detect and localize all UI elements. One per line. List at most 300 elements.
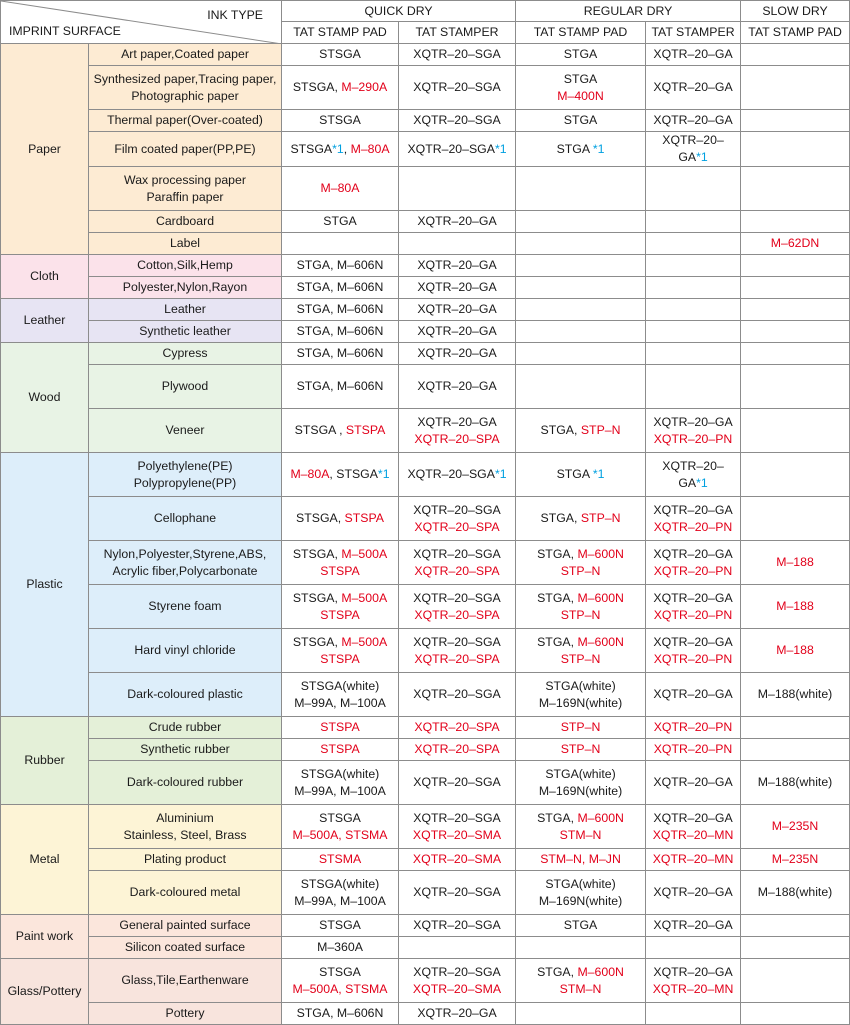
ink-name: XQTR–20–GA (653, 687, 733, 701)
ink-cell (399, 959, 516, 1003)
ink-cell (282, 233, 399, 255)
ink-name-red: XQTR–20–SPA (414, 651, 500, 666)
ink-name-red: M–188 (776, 555, 814, 569)
surface-label: Cardboard (155, 214, 215, 228)
table-row (1, 277, 850, 299)
ink-cell (646, 761, 741, 805)
ink-name-red: XQTR–20–SMA (412, 981, 502, 996)
ink-name: XQTR–20–SGA (413, 885, 501, 899)
ink-cell (646, 915, 741, 937)
ink-cell (741, 805, 850, 849)
ink-name-red: M–600N (577, 964, 624, 979)
ink-cell (399, 739, 516, 761)
ink-name: XQTR–20–SGA (413, 918, 501, 932)
ink-cell (646, 959, 741, 1003)
ink-name: XQTR–20–GA (653, 47, 733, 61)
ink-name-red: M–600N (577, 634, 624, 649)
ink-name-red: STP–N (580, 423, 621, 437)
ink-cell (282, 44, 399, 66)
surface-cell (89, 497, 282, 541)
ink-cell (646, 255, 741, 277)
ink-cell (516, 805, 646, 849)
ink-name-red: STP–N (560, 563, 601, 578)
ink-cell (516, 717, 646, 739)
ink-name-red: XQTR–20–PN (653, 720, 733, 734)
ink-name: STGA, M–606N (296, 280, 384, 294)
ink-name-red: STP–N (560, 742, 601, 756)
ink-cell (516, 453, 646, 497)
ink-name: STGA(white) (545, 766, 616, 781)
ink-name-red: M–80A (320, 181, 360, 195)
ink-name: XQTR–20–GA (417, 379, 497, 393)
ink-name-red: STP–N (560, 720, 601, 734)
ink-cell (282, 629, 399, 673)
ink-name-red: M–235N (771, 819, 819, 833)
ink-name: XQTR–20–GA (662, 458, 724, 490)
ink-name: XQTR–20–GA (653, 964, 733, 979)
surface-label: Polyethylene(PE) (137, 458, 233, 473)
ink-cell (646, 233, 741, 255)
surface-cell (89, 365, 282, 409)
category-cell-metal: Metal (1, 805, 89, 915)
ink-name: M–169N(white) (538, 695, 623, 710)
ink-name-red: XQTR–20–PN (653, 519, 733, 534)
ink-name-red: M–500A, STSMA (292, 827, 388, 842)
ink-cell (282, 211, 399, 233)
group-header-regular-dry: REGULAR DRY (516, 1, 741, 22)
ink-name: STGA, M–606N (296, 1006, 384, 1020)
ink-cell (646, 110, 741, 132)
ink-cell (516, 1003, 646, 1025)
ink-cell (516, 585, 646, 629)
ink-name-red: XQTR–20–PN (653, 607, 733, 622)
category-cell-paper: Paper (1, 44, 89, 255)
ink-cell (399, 761, 516, 805)
footnote-mark: *1 (377, 467, 390, 481)
ink-cell (516, 959, 646, 1003)
ink-cell (516, 132, 646, 167)
ink-cell (646, 365, 741, 409)
ink-cell (399, 409, 516, 453)
ink-cell (741, 871, 850, 915)
ink-cell (282, 255, 399, 277)
surface-cell (89, 321, 282, 343)
ink-cell (282, 132, 399, 167)
footnote-mark: *1 (332, 141, 344, 156)
ink-name-red: M–235N (771, 852, 819, 866)
ink-name-red: XQTR–20–SPA (414, 742, 500, 756)
header-corner-cell (1, 1, 282, 44)
ink-name: XQTR–20–GA (417, 414, 497, 429)
ink-cell (282, 937, 399, 959)
surface-label: Paraffin paper (146, 189, 224, 204)
column-header: TAT STAMPER (646, 22, 741, 44)
surface-cell (89, 1003, 282, 1025)
table-row (1, 739, 850, 761)
table-row (1, 167, 850, 211)
ink-name-red: M–400N (557, 88, 604, 103)
surface-label: Photographic paper (131, 88, 239, 103)
ink-cell (516, 739, 646, 761)
ink-cell (741, 629, 850, 673)
ink-cell (741, 343, 850, 365)
ink-name: , (343, 141, 351, 156)
ink-cell (282, 321, 399, 343)
ink-name-red: M–80A (290, 467, 330, 481)
ink-name-red: M–500A, STSMA (292, 981, 388, 996)
ink-name: STGA, M–606N (296, 302, 384, 316)
ink-name: STGA, M–606N (296, 258, 384, 272)
ink-cell (399, 167, 516, 211)
surface-label: Dark-coloured metal (129, 885, 241, 899)
ink-name-red: STM–N (559, 981, 602, 996)
ink-cell (282, 409, 399, 453)
category-cell-plastic: Plastic (1, 453, 89, 717)
ink-name: XQTR–20–GA (653, 634, 733, 649)
ink-name: XQTR–20–GA (417, 1006, 497, 1020)
surface-cell (89, 541, 282, 585)
ink-name-red: STP–N (560, 607, 601, 622)
ink-cell (282, 277, 399, 299)
ink-name: M–169N(white) (538, 893, 623, 908)
table-row (1, 717, 850, 739)
category-cell-cloth: Cloth (1, 255, 89, 299)
table-row (1, 453, 850, 497)
ink-name: STSGA (319, 810, 361, 825)
table-row (1, 409, 850, 453)
ink-name-red: XQTR–20–SMA (412, 827, 502, 842)
ink-name: XQTR–20–GA (653, 885, 733, 899)
ink-cell (399, 717, 516, 739)
ink-cell (516, 871, 646, 915)
ink-cell (516, 849, 646, 871)
surface-label: Pottery (165, 1006, 205, 1020)
ink-name: M–188(white) (757, 775, 833, 789)
ink-cell (399, 871, 516, 915)
ink-name: STGA (556, 467, 593, 481)
surface-label: Film coated paper(PP,PE) (114, 141, 256, 156)
ink-name: STGA, M–606N (296, 379, 384, 393)
ink-name-red: M–500A (341, 634, 388, 649)
ink-name: XQTR–20–SGA (413, 113, 501, 127)
surface-cell (89, 585, 282, 629)
ink-cell (282, 453, 399, 497)
ink-name: XQTR–20–GA (653, 775, 733, 789)
ink-cell (741, 541, 850, 585)
ink-cell (399, 277, 516, 299)
surface-label: Veneer (165, 423, 205, 437)
surface-label: Plating product (143, 852, 227, 866)
ink-cell (646, 1003, 741, 1025)
ink-cell (646, 849, 741, 871)
surface-cell (89, 44, 282, 66)
surface-cell (89, 211, 282, 233)
surface-label: Cotton,Silk,Hemp (137, 258, 233, 272)
table-row (1, 871, 850, 915)
ink-cell (516, 343, 646, 365)
table-row (1, 585, 850, 629)
ink-cell (741, 233, 850, 255)
ink-cell (646, 167, 741, 211)
ink-name-red: XQTR–20–PN (653, 563, 733, 578)
ink-name: XQTR–20–GA (653, 546, 733, 561)
surface-cell (89, 132, 282, 167)
ink-cell (282, 343, 399, 365)
ink-name: M–99A, M–100A (294, 695, 386, 710)
ink-name: M–188(white) (757, 885, 833, 899)
ink-name-red: XQTR–20–PN (653, 651, 733, 666)
ink-cell (741, 167, 850, 211)
table-row (1, 915, 850, 937)
ink-cell (741, 849, 850, 871)
surface-label: Aluminium (156, 810, 214, 825)
footnote-mark: *1 (592, 467, 605, 481)
table-row (1, 629, 850, 673)
ink-cell (282, 110, 399, 132)
ink-name: XQTR–20–GA (653, 80, 733, 94)
table-row (1, 959, 850, 1003)
surface-label: Art paper,Coated paper (121, 47, 249, 61)
ink-cell (399, 585, 516, 629)
footnote-mark: *1 (494, 141, 507, 156)
table-row (1, 233, 850, 255)
ink-cell (646, 44, 741, 66)
ink-cell (399, 849, 516, 871)
surface-label: Stainless, Steel, Brass (123, 827, 247, 842)
ink-name: XQTR–20–SGA (413, 80, 501, 94)
surface-label: General painted surface (119, 918, 251, 932)
ink-name: XQTR–20–GA (653, 810, 733, 825)
table-row (1, 211, 850, 233)
ink-name-red: XQTR–20–SPA (414, 607, 500, 622)
footnote-mark: *1 (494, 467, 507, 481)
table-row (1, 255, 850, 277)
surface-cell (89, 453, 282, 497)
surface-cell (89, 673, 282, 717)
surface-cell (89, 110, 282, 132)
group-header-quick-dry: QUICK DRY (282, 1, 516, 22)
ink-cell (282, 497, 399, 541)
ink-cell (646, 673, 741, 717)
surface-label: Polyester,Nylon,Rayon (122, 280, 248, 294)
ink-cell (741, 453, 850, 497)
surface-label: Hard vinyl chloride (134, 643, 236, 657)
ink-name-red: M–290A (341, 80, 388, 94)
ink-cell (399, 343, 516, 365)
ink-name: STGA (563, 71, 598, 86)
ink-cell (282, 915, 399, 937)
ink-cell (516, 277, 646, 299)
ink-cell (741, 497, 850, 541)
ink-cell (399, 233, 516, 255)
ink-cell (399, 805, 516, 849)
category-cell-glass: Glass/Pottery (1, 959, 89, 1025)
column-header: TAT STAMP PAD (282, 22, 399, 44)
surface-label: Acrylic fiber,Polycarbonate (112, 563, 258, 578)
ink-name: STGA, (537, 810, 578, 825)
ink-name: M–360A (317, 940, 363, 954)
surface-label: Leather (164, 302, 206, 316)
ink-name-red: M–188 (776, 643, 814, 657)
table-row (1, 541, 850, 585)
ink-cell (646, 66, 741, 110)
footnote-mark: *1 (696, 475, 708, 490)
ink-name: XQTR–20–SGA (413, 964, 501, 979)
surface-label: Plywood (161, 379, 209, 393)
ink-cell (741, 673, 850, 717)
ink-cell (399, 1003, 516, 1025)
table-body (1, 44, 850, 1025)
ink-cell (741, 277, 850, 299)
table-row (1, 497, 850, 541)
footnote-mark: *1 (696, 150, 708, 164)
ink-name-red: M–80A (350, 141, 390, 156)
ink-name: XQTR–20–GA (417, 280, 497, 294)
category-cell-rubber: Rubber (1, 717, 89, 805)
ink-name: STGA (556, 141, 593, 156)
ink-cell (282, 717, 399, 739)
ink-name-red: XQTR–20–SPA (414, 563, 500, 578)
ink-name: STSGA(white) (300, 876, 380, 891)
ink-cell (399, 299, 516, 321)
ink-cell (282, 66, 399, 110)
ink-name-red: XQTR–20–MN (652, 852, 734, 866)
ink-cell (741, 299, 850, 321)
ink-cell (741, 44, 850, 66)
ink-cell (516, 44, 646, 66)
ink-cell (741, 717, 850, 739)
surface-label: Synthetic rubber (140, 742, 230, 756)
surface-label: Styrene foam (148, 599, 222, 613)
surface-cell (89, 167, 282, 211)
ink-name: STSGA (319, 964, 361, 979)
table-row (1, 805, 850, 849)
surface-cell (89, 629, 282, 673)
ink-cell (646, 805, 741, 849)
ink-cell (516, 409, 646, 453)
ink-name: XQTR–20–GA (653, 113, 733, 127)
ink-cell (516, 299, 646, 321)
ink-cell (516, 629, 646, 673)
ink-name-red: XQTR–20–PN (653, 742, 733, 756)
ink-name: XQTR–20–SGA (407, 141, 495, 156)
surface-cell (89, 849, 282, 871)
ink-cell (399, 915, 516, 937)
table-row (1, 66, 850, 110)
table-row (1, 299, 850, 321)
ink-name: STGA, (540, 423, 581, 437)
ink-name: XQTR–20–SGA (413, 590, 501, 605)
ink-cell (399, 44, 516, 66)
ink-cell (646, 321, 741, 343)
ink-cell (741, 739, 850, 761)
ink-name: XQTR–20–SGA (407, 467, 495, 481)
ink-name-red: M–600N (577, 546, 624, 561)
ink-name: STGA (323, 214, 357, 228)
ink-cell (399, 453, 516, 497)
ink-name: XQTR–20–SGA (413, 502, 501, 517)
ink-cell (399, 541, 516, 585)
ink-cell (646, 717, 741, 739)
ink-cell (282, 1003, 399, 1025)
surface-cell (89, 937, 282, 959)
ink-name: STGA, (537, 590, 578, 605)
ink-cell (516, 365, 646, 409)
ink-name: XQTR–20–GA (417, 302, 497, 316)
ink-cell (516, 211, 646, 233)
ink-cell (646, 299, 741, 321)
ink-name: XQTR–20–GA (653, 590, 733, 605)
ink-name: XQTR–20–GA (653, 414, 733, 429)
surface-label: Thermal paper(Over-coated) (107, 113, 263, 127)
ink-name-red: XQTR–20–SPA (414, 431, 500, 446)
column-header: TAT STAMP PAD (516, 22, 646, 44)
surface-label: Dark-coloured plastic (127, 687, 243, 701)
ink-name-red: M–62DN (770, 236, 820, 250)
ink-cell (516, 497, 646, 541)
ink-cell (516, 110, 646, 132)
ink-name: STSGA, (296, 511, 345, 525)
ink-cell (646, 739, 741, 761)
surface-cell (89, 255, 282, 277)
surface-label: Synthetic leather (139, 324, 231, 338)
ink-cell (282, 299, 399, 321)
ink-name: XQTR–20–SGA (413, 687, 501, 701)
surface-cell (89, 739, 282, 761)
ink-name: STGA(white) (545, 678, 616, 693)
ink-name: STGA, M–606N (296, 324, 384, 338)
table-row (1, 849, 850, 871)
table-row (1, 132, 850, 167)
ink-cell (646, 497, 741, 541)
table-row (1, 365, 850, 409)
ink-cell (741, 1003, 850, 1025)
ink-cell (516, 255, 646, 277)
ink-name-red: STP–N (580, 511, 621, 525)
ink-name-red: STSPA (344, 511, 384, 525)
ink-cell (399, 255, 516, 277)
ink-cell (399, 497, 516, 541)
ink-name-red: M–500A (341, 590, 388, 605)
ink-cell (516, 233, 646, 255)
ink-cell (646, 585, 741, 629)
ink-name-red: STM–N (559, 827, 602, 842)
ink-cell (741, 937, 850, 959)
surface-cell (89, 343, 282, 365)
category-cell-paint: Paint work (1, 915, 89, 959)
ink-name-red: XQTR–20–SMA (412, 852, 502, 866)
ink-name: XQTR–20–SGA (413, 634, 501, 649)
ink-cell (282, 585, 399, 629)
ink-name-red: STM–N, M–JN (540, 852, 621, 866)
category-cell-leather: Leather (1, 299, 89, 343)
ink-name: XQTR–20–GA (662, 133, 724, 164)
table-row (1, 343, 850, 365)
ink-name: STSGA(white) (300, 678, 380, 693)
ink-cell (741, 761, 850, 805)
ink-cell (399, 937, 516, 959)
ink-cell (399, 66, 516, 110)
ink-cell (516, 167, 646, 211)
surface-label: Synthesized paper,Tracing paper, (93, 71, 277, 86)
table-row (1, 673, 850, 717)
column-header: TAT STAMPER (399, 22, 516, 44)
ink-cell (516, 915, 646, 937)
ink-name: XQTR–20–GA (653, 502, 733, 517)
ink-cell (646, 629, 741, 673)
ink-cell (282, 959, 399, 1003)
ink-name-red: STP–N (560, 651, 601, 666)
